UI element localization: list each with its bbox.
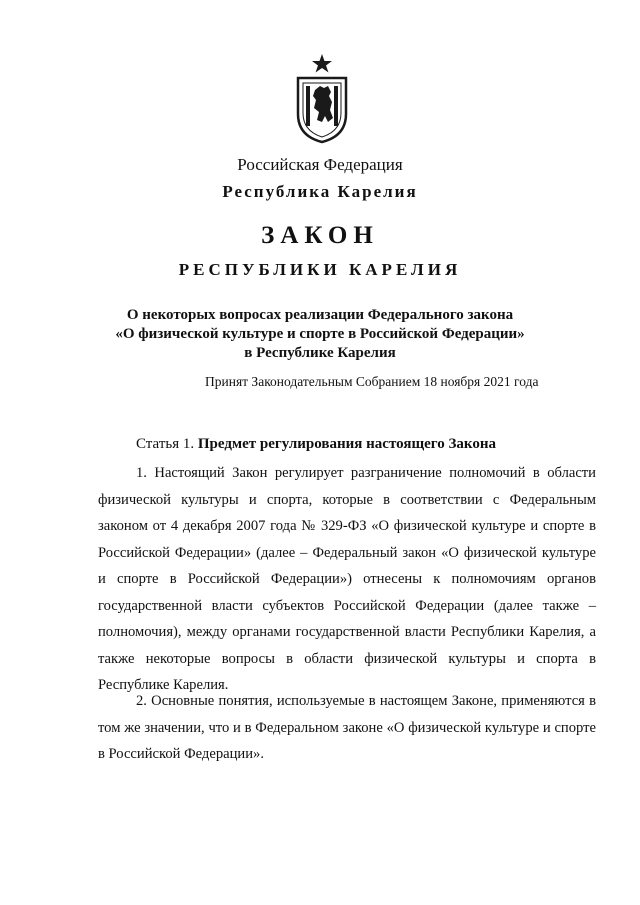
adoption-date: Принят Законодательным Собранием 18 ноября 2021 года: [205, 374, 539, 389]
law-heading: ЗАКОН: [261, 222, 379, 249]
karelia-coat-of-arms-icon: [294, 52, 350, 144]
law-title-line-1: О некоторых вопросах реализации Федерального закона: [126, 307, 514, 323]
article-1-paragraph-1: 1. Настоящий Закон регулирует разграничение полномочий в области физической культуры и спорта, которые в соответствии с Федеральным законом от 4 декабря 2007 года № 329-ФЗ «О физической культуре и спорте в Российской Федерации» (далее – Федеральный закон «О физической культуре и спорте в Российской Федерации») отнесены к полномочиям органов государственной власти субъектов Российской Федерации (далее также – полномочия), между органами государственной власти Республики Карелия, а также некоторые вопросы в области физической культуры и спорта в Республике Карелия.: [98, 465, 596, 693]
country-name: Российская Федерация: [237, 155, 403, 174]
law-subheading: РЕСПУБЛИКИ КАРЕЛИЯ: [178, 260, 462, 279]
article-1-label: Статья 1.: [136, 436, 198, 452]
republic-name: Республика Карелия: [222, 182, 418, 201]
article-1-title: Предмет регулирования настоящего Закона: [197, 436, 496, 452]
article-1-heading: [136, 436, 496, 453]
law-title-line-3: в Республике Карелия: [244, 345, 396, 361]
article-1-paragraph-2: 2. Основные понятия, используемые в настоящем Законе, применяются в том же значении, что и в Федеральном законе «О физической культуре и спорте в Российской Федерации».: [98, 693, 596, 762]
law-title-line-2: «О физической культуре и спорте в Российской Федерации»: [115, 326, 525, 342]
